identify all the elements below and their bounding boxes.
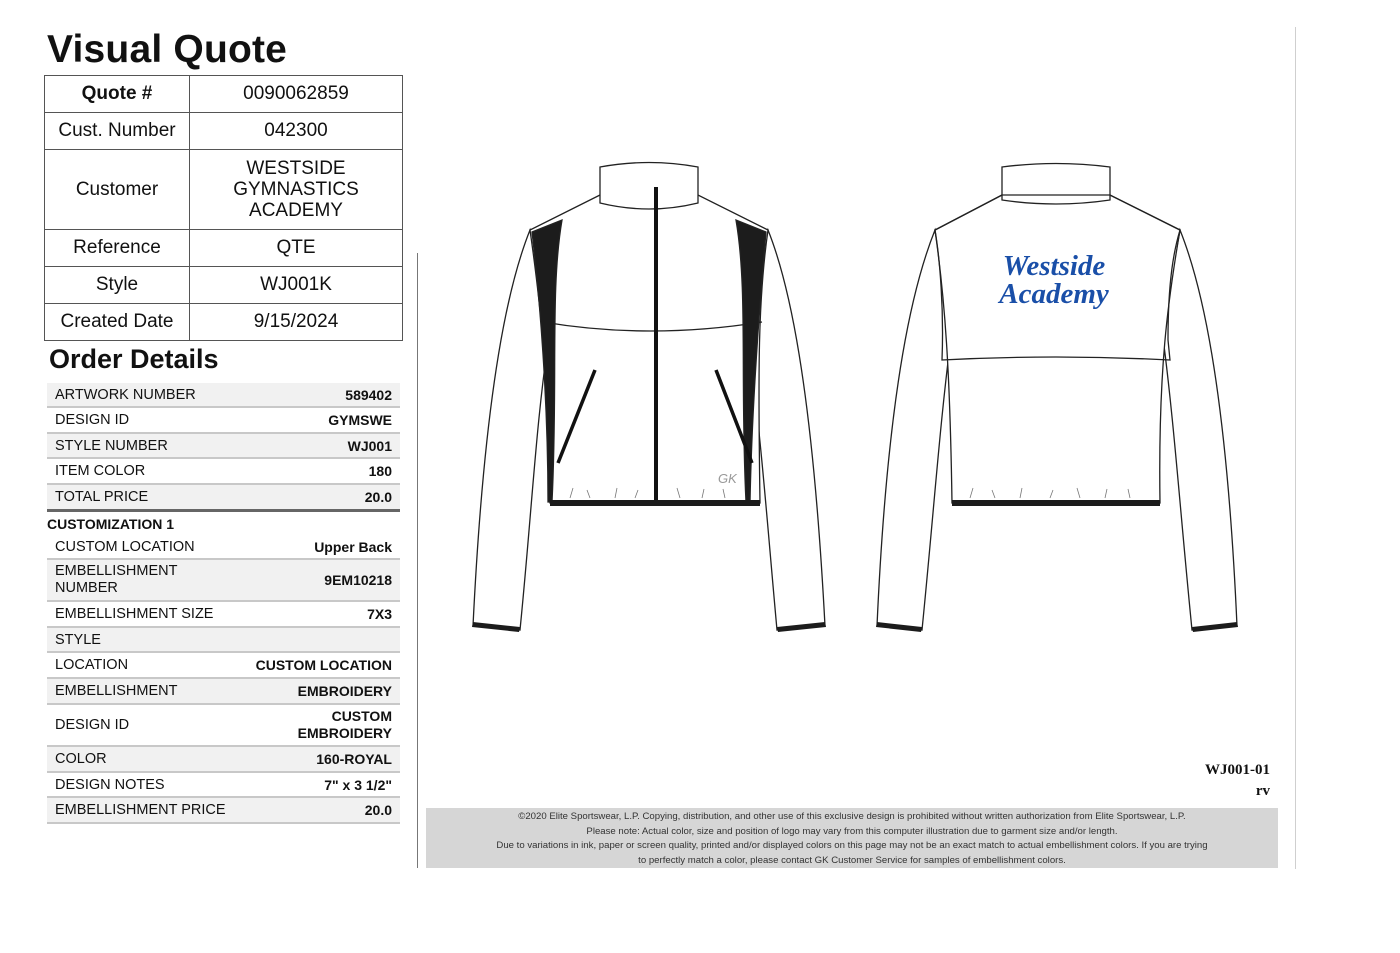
detail-row: [47, 485, 400, 512]
jacket-front: [472, 163, 826, 633]
detail-label: EMBELLISHMENT PRICE: [55, 802, 226, 818]
customization-heading: CUSTOMIZATION 1: [47, 516, 175, 532]
quote-number-label: Quote #: [45, 76, 190, 113]
jacket-back: [876, 164, 1238, 633]
quote-row: [45, 304, 403, 341]
detail-label: EMBELLISHMENT SIZE: [55, 606, 214, 622]
page-title: Visual Quote: [47, 28, 288, 71]
detail-row: [47, 602, 400, 628]
footer-line: Due to variations in ink, paper or screen quality, printed and/or displayed colors on this page may not be an exact match to actual embellishment colors. If you are trying: [496, 840, 1208, 851]
detail-value: [298, 708, 392, 742]
detail-value: GYMSWE: [328, 412, 392, 428]
quote-row: [45, 113, 403, 150]
detail-row: [47, 798, 400, 824]
detail-label-line: EMBELLISHMENT: [55, 563, 178, 579]
order-details-list: [47, 383, 400, 824]
gk-logo: GK: [718, 471, 737, 486]
customer-value-line: GYMNASTICS: [233, 179, 359, 200]
detail-row: [47, 536, 400, 560]
column-divider: [417, 253, 418, 868]
detail-row: [47, 408, 400, 434]
detail-row: [47, 560, 400, 602]
detail-value-line: CUSTOM: [331, 708, 392, 724]
customer-label: Customer: [45, 150, 190, 230]
detail-value: 9EM10218: [324, 571, 392, 588]
right-border: [1295, 27, 1296, 869]
created-date-value: 9/15/2024: [190, 304, 403, 341]
detail-value: WJ001: [347, 437, 392, 454]
detail-label: DESIGN ID: [55, 716, 130, 733]
embroidery-line-2: Academy: [999, 278, 1109, 310]
quote-row: [45, 76, 403, 113]
back-right-sleeve: [1162, 230, 1237, 630]
back-body: [935, 195, 1180, 503]
detail-value: Upper Back: [314, 539, 392, 555]
style-value: WJ001K: [190, 267, 403, 304]
detail-row: [47, 773, 400, 798]
detail-row: [47, 628, 400, 653]
cust-number-value: 042300: [190, 113, 403, 150]
detail-label: ARTWORK NUMBER: [55, 386, 196, 403]
detail-label: [55, 563, 177, 597]
cust-number-label: Cust. Number: [45, 113, 190, 150]
detail-value: 7" x 3 1/2": [324, 776, 392, 793]
detail-label: STYLE: [55, 631, 101, 648]
detail-label: CUSTOM LOCATION: [55, 539, 195, 555]
detail-label-line: NUMBER: [55, 580, 118, 596]
detail-row: [47, 383, 400, 408]
front-collar: [600, 163, 698, 210]
style-label: Style: [45, 267, 190, 304]
detail-row: [47, 459, 400, 485]
detail-value-line: EMBROIDERY: [297, 725, 392, 741]
order-details-heading: Order Details: [49, 344, 219, 374]
quote-number-value: 0090062859: [190, 76, 403, 113]
footer-line: Please note: Actual color, size and position of logo may vary from this computer illustration due to garment size and/or length.: [586, 825, 1118, 837]
style-code-line: rv: [1255, 783, 1270, 799]
front-hem-band: [550, 500, 760, 506]
detail-label: LOCATION: [55, 657, 129, 673]
detail-value: 7X3: [367, 606, 392, 622]
customer-value-line: ACADEMY: [249, 200, 343, 221]
front-body: [530, 195, 768, 503]
detail-value: 20.0: [364, 802, 392, 818]
footer-line: ©2020 Elite Sportswear, L.P. Copying, distribution, and other use of this exclusive design is prohibited without written authorization from Elite Sportswear, L.P.: [518, 811, 1186, 822]
detail-row: [47, 679, 400, 705]
reference-value: QTE: [190, 230, 403, 267]
copyright-footer: [426, 808, 1278, 868]
quote-row: [45, 150, 403, 230]
detail-label: COLOR: [55, 751, 107, 767]
detail-label: DESIGN NOTES: [55, 776, 165, 793]
created-date-label: Created Date: [45, 304, 190, 341]
detail-row: [47, 434, 400, 459]
detail-value: CUSTOM LOCATION: [255, 657, 392, 673]
customer-value-line: WESTSIDE: [246, 158, 346, 179]
detail-label: TOTAL PRICE: [55, 489, 149, 505]
detail-row: [47, 705, 400, 747]
quote-row: [45, 230, 403, 267]
detail-row: [47, 653, 400, 679]
quote-row: [45, 267, 403, 304]
detail-value: 20.0: [364, 489, 392, 505]
detail-row: [47, 747, 400, 773]
footer-line: to perfectly match a color, please contact GK Customer Service for samples of embellishment colors.: [638, 854, 1066, 866]
detail-label: DESIGN ID: [55, 412, 130, 428]
detail-label: STYLE NUMBER: [55, 437, 168, 454]
style-code-line: WJ001-01: [1205, 762, 1270, 778]
embroidery-logo: [997, 250, 1109, 310]
customer-value: [190, 150, 403, 230]
jacket-illustration: [440, 150, 1260, 650]
back-hem-band: [952, 500, 1160, 506]
detail-value: 160-ROYAL: [316, 751, 392, 767]
style-code: [1180, 760, 1270, 802]
detail-value: 180: [368, 463, 392, 479]
back-collar: [1002, 164, 1110, 205]
quote-info-table: [44, 75, 403, 341]
embroidery-line-1: Westside: [1002, 250, 1106, 282]
detail-value: 589402: [345, 386, 392, 403]
reference-label: Reference: [45, 230, 190, 267]
detail-label: EMBELLISHMENT: [55, 683, 178, 699]
detail-label: ITEM COLOR: [55, 463, 146, 479]
detail-value: EMBROIDERY: [297, 683, 392, 699]
